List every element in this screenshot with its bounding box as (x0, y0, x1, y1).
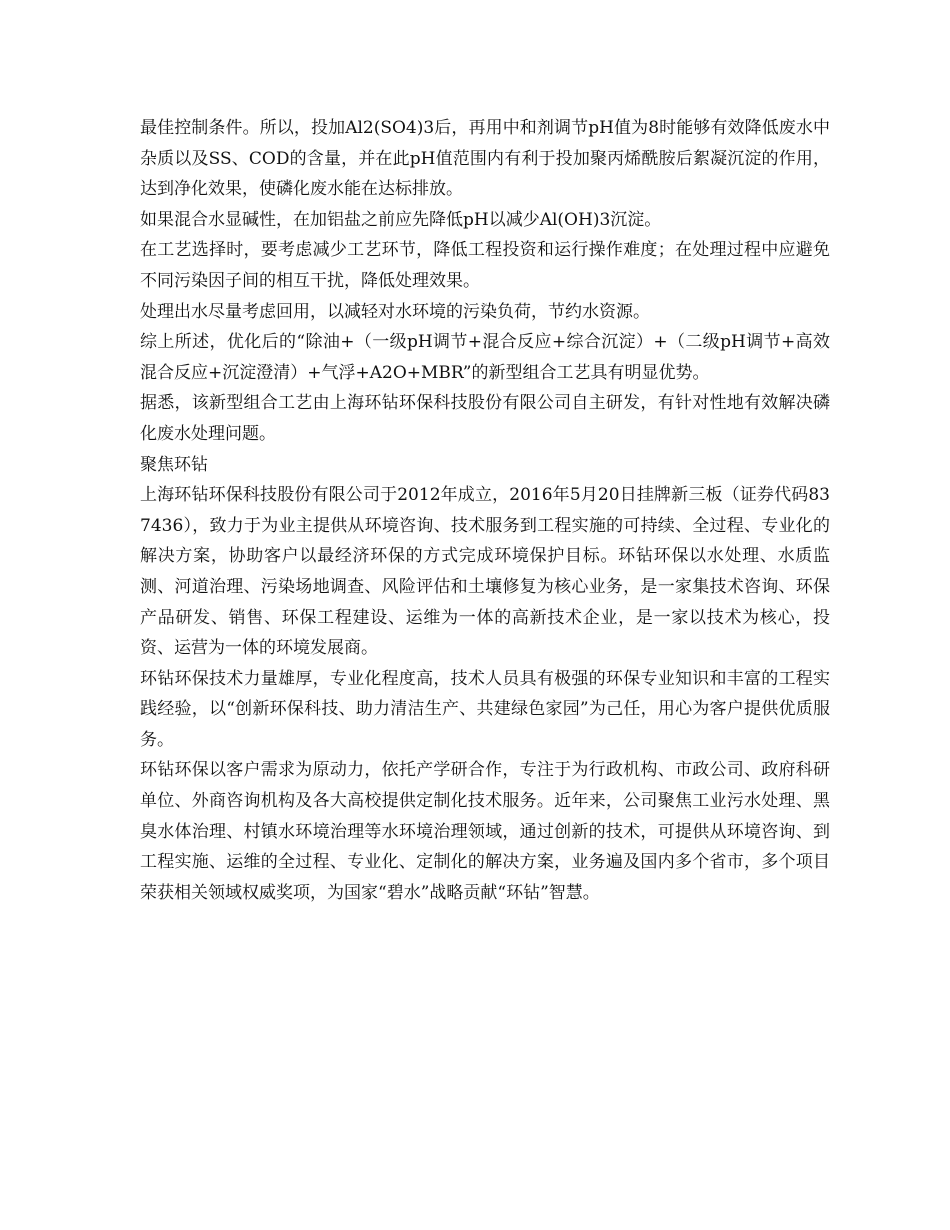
paragraph-customer-service: 环钻环保以客户需求为原动力，依托产学研合作，专注于为行政机构、市政公司、政府科研单位、外商咨询机构及各大高校提供定制化技术服务。近年来，公司聚焦工业污水处理、黑臭水体治理、村镇水环境治理等水环境治理领域，通过创新的技术，可提供从环境咨询、到工程实施、运维的全过程、专业化、定制化的解决方案，业务遍及国内多个省市，多个项目荣获相关领域权威奖项，为国家“碧水”战略贡献“环钻”智慧。 (140, 760, 830, 903)
paragraph-alkaline-water: 如果混合水显碱性，在加铝盐之前应先降低pH以减少Al(OH)3沉淀。 (140, 209, 662, 230)
paragraph-development: 据悉，该新型组合工艺由上海环钻环保科技股份有限公司自主研发，有针对性地有效解决磷化废水处理问题。 (140, 393, 830, 444)
paragraph-control-conditions: 最佳控制条件。所以，投加Al2(SO4)3后，再用中和剂调节pH值为8时能够有效降低废水中杂质以及SS、COD的含量，并在此pH值范围内有利于投加聚丙烯酰胺后絮凝沉淀的作用，达到净化效果，使磷化废水能在达标排放。 (140, 118, 830, 200)
paragraph-company-intro: 上海环钻环保科技股份有限公司于2012年成立，2016年5月20日挂牌新三板（证券代码837436），致力于为业主提供从环境咨询、技术服务到工程实施的可持续、全过程、专业化的解决方案，协助客户以最经济环保的方式完成环境保护目标。环钻环保以水处理、水质监测、河道治理、污染场地调查、风险评估和土壤修复为核心业务，是一家集技术咨询、环保产品研发、销售、环保工程建设、运维为一体的高新技术企业，是一家以技术为核心，投资、运营为一体的环境发展商。 (140, 485, 830, 659)
paragraph-water-reuse: 处理出水尽量考虑回用，以减轻对水环境的污染负荷，节约水资源。 (140, 301, 650, 322)
section-heading-focus: 聚焦环钻 (140, 454, 208, 475)
paragraph-process-selection: 在工艺选择时，要考虑减少工艺环节，降低工程投资和运行操作难度；在处理过程中应避免不同污染因子间的相互干扰，降低处理效果。 (140, 240, 830, 291)
paragraph-technical-strength: 环钻环保技术力量雄厚，专业化程度高，技术人员具有极强的环保专业知识和丰富的工程实践经验，以“创新环保科技、助力清洁生产、共建绿色家园”为己任，用心为客户提供优质服务。 (140, 668, 830, 750)
document-body (140, 113, 830, 908)
paragraph-summary: 综上所述，优化后的“除油+（一级pH调节+混合反应+综合沉淀）+（二级pH调节+高效混合反应+沉淀澄清）+气浮+A2O+MBR”的新型组合工艺具有明显优势。 (140, 332, 830, 383)
